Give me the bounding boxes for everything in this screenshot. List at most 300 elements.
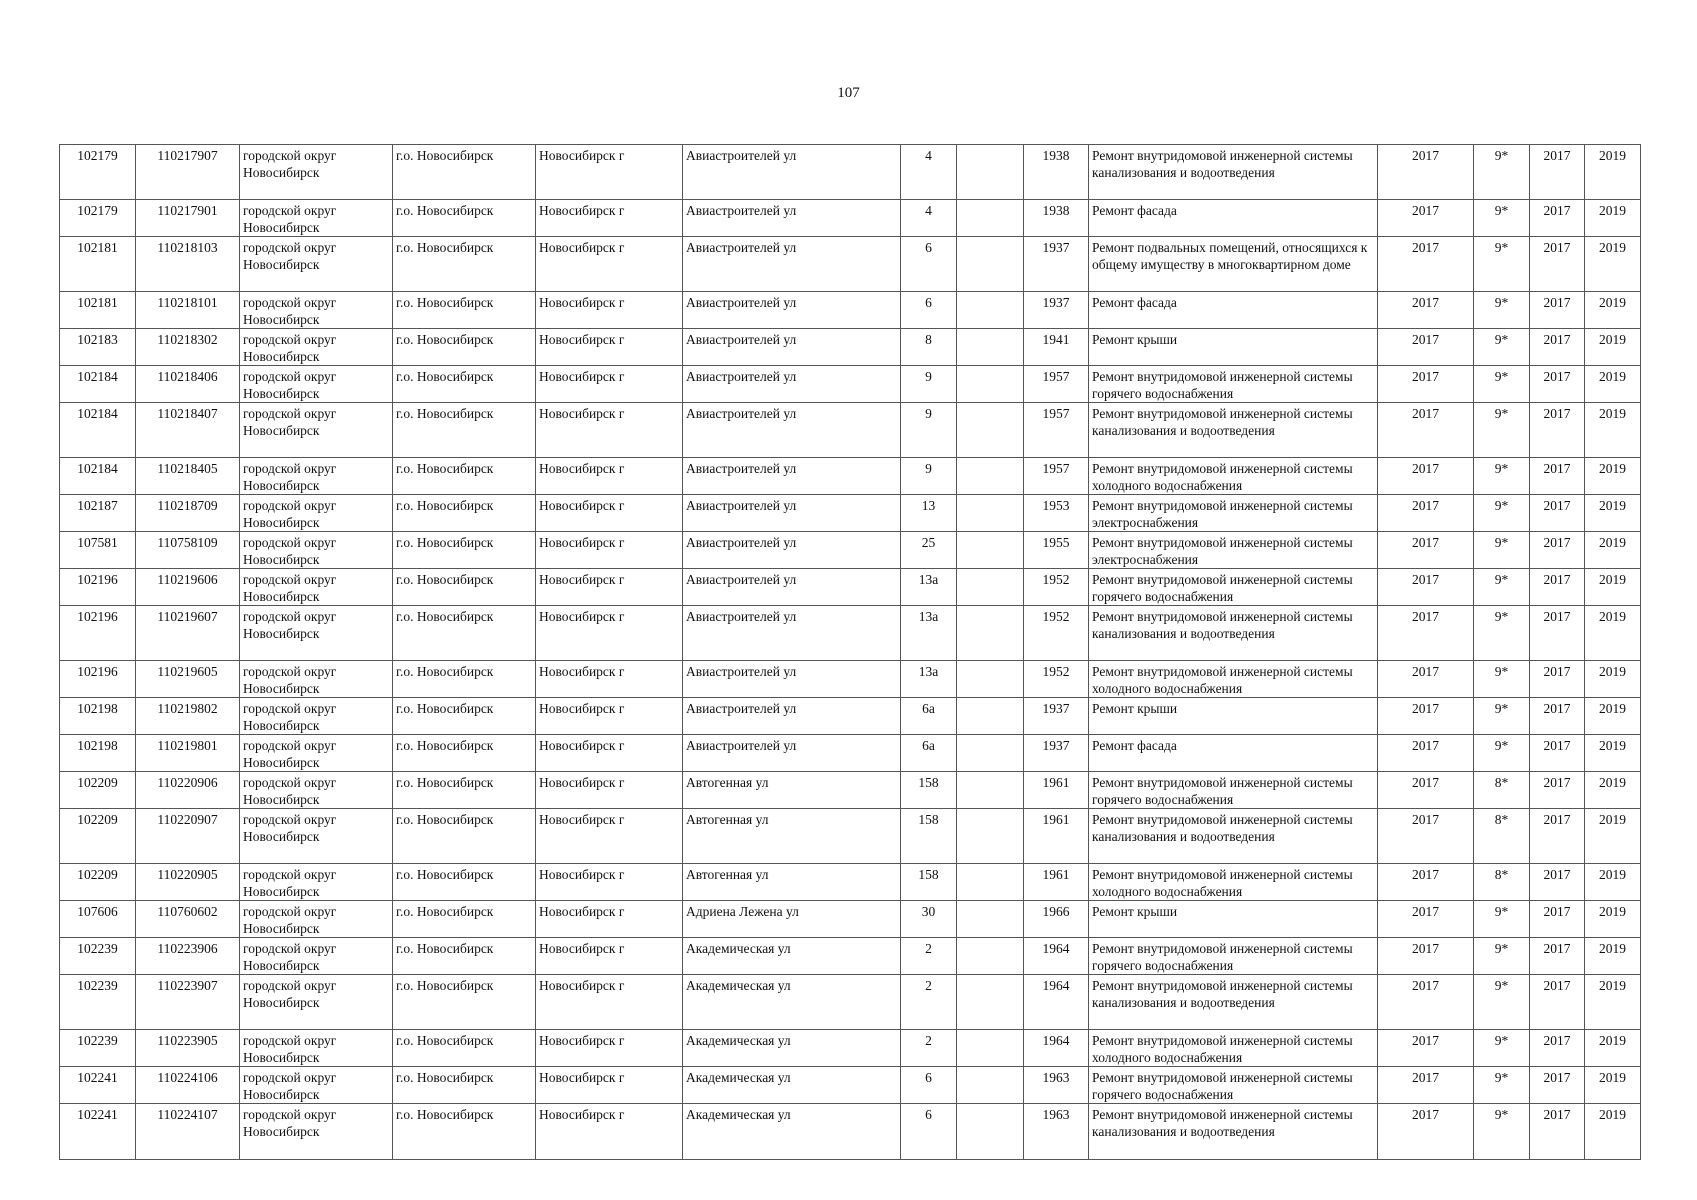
cell-street: Авиастроителей ул xyxy=(683,329,901,366)
cell-end-year: 2019 xyxy=(1585,606,1641,661)
cell-work-type: Ремонт крыши xyxy=(1089,901,1378,938)
cell-house-number: 13а xyxy=(901,661,957,698)
cell-street: Академическая ул xyxy=(683,975,901,1030)
cell-district: городской округ Новосибирск xyxy=(240,735,393,772)
cell-start-year: 2017 xyxy=(1530,237,1585,292)
cell-district: городской округ Новосибирск xyxy=(240,864,393,901)
cell-district: городской округ Новосибирск xyxy=(240,698,393,735)
cell-floors: 9* xyxy=(1474,292,1530,329)
cell-year-built: 1966 xyxy=(1024,901,1089,938)
cell-city: Новосибирск г xyxy=(536,200,683,237)
cell-end-year: 2019 xyxy=(1585,698,1641,735)
cell-building xyxy=(957,735,1024,772)
cell-house-number: 30 xyxy=(901,901,957,938)
cell-start-year: 2017 xyxy=(1530,145,1585,200)
cell-floors: 8* xyxy=(1474,864,1530,901)
cell-floors: 9* xyxy=(1474,735,1530,772)
cell-street: Автогенная ул xyxy=(683,772,901,809)
cell-city: Новосибирск г xyxy=(536,145,683,200)
cell-building xyxy=(957,292,1024,329)
cell-street: Авиастроителей ул xyxy=(683,403,901,458)
cell-house-number: 6 xyxy=(901,1104,957,1160)
cell-work-type: Ремонт внутридомовой инженерной системы канализования и водоотведения xyxy=(1089,403,1378,458)
cell-municipality: г.о. Новосибирск xyxy=(393,292,536,329)
cell-plan-year: 2017 xyxy=(1378,975,1474,1030)
cell-start-year: 2017 xyxy=(1530,735,1585,772)
cell-street: Авиастроителей ул xyxy=(683,735,901,772)
cell-year-built: 1961 xyxy=(1024,864,1089,901)
cell-work-code: 110219802 xyxy=(136,698,240,735)
cell-floors: 9* xyxy=(1474,532,1530,569)
cell-floors: 9* xyxy=(1474,1104,1530,1160)
cell-work-type: Ремонт подвальных помещений, относящихся к общему имуществу в многоквартирном доме xyxy=(1089,237,1378,292)
cell-plan-year: 2017 xyxy=(1378,366,1474,403)
cell-house-number: 13а xyxy=(901,606,957,661)
cell-city: Новосибирск г xyxy=(536,698,683,735)
cell-year-built: 1961 xyxy=(1024,772,1089,809)
cell-floors: 9* xyxy=(1474,938,1530,975)
cell-house-number: 13а xyxy=(901,569,957,606)
cell-house-id: 102183 xyxy=(60,329,136,366)
cell-house-number: 6 xyxy=(901,292,957,329)
cell-municipality: г.о. Новосибирск xyxy=(393,495,536,532)
cell-floors: 9* xyxy=(1474,200,1530,237)
cell-plan-year: 2017 xyxy=(1378,864,1474,901)
cell-city: Новосибирск г xyxy=(536,237,683,292)
table-row xyxy=(60,1030,1641,1067)
cell-floors: 9* xyxy=(1474,661,1530,698)
cell-district: городской округ Новосибирск xyxy=(240,237,393,292)
cell-house-id: 102241 xyxy=(60,1067,136,1104)
cell-start-year: 2017 xyxy=(1530,569,1585,606)
cell-end-year: 2019 xyxy=(1585,569,1641,606)
cell-house-id: 102198 xyxy=(60,735,136,772)
cell-year-built: 1937 xyxy=(1024,698,1089,735)
cell-plan-year: 2017 xyxy=(1378,606,1474,661)
cell-building xyxy=(957,1067,1024,1104)
cell-work-code: 110219605 xyxy=(136,661,240,698)
cell-end-year: 2019 xyxy=(1585,1030,1641,1067)
cell-work-type: Ремонт крыши xyxy=(1089,698,1378,735)
cell-start-year: 2017 xyxy=(1530,606,1585,661)
cell-work-type: Ремонт внутридомовой инженерной системы холодного водоснабжения xyxy=(1089,458,1378,495)
table-row xyxy=(60,938,1641,975)
cell-end-year: 2019 xyxy=(1585,1067,1641,1104)
cell-city: Новосибирск г xyxy=(536,1067,683,1104)
cell-year-built: 1952 xyxy=(1024,606,1089,661)
cell-street: Академическая ул xyxy=(683,1030,901,1067)
repair-register-table xyxy=(59,144,1641,1160)
cell-house-id: 107581 xyxy=(60,532,136,569)
cell-house-id: 102181 xyxy=(60,292,136,329)
cell-start-year: 2017 xyxy=(1530,975,1585,1030)
cell-municipality: г.о. Новосибирск xyxy=(393,698,536,735)
cell-city: Новосибирск г xyxy=(536,1030,683,1067)
cell-house-number: 4 xyxy=(901,200,957,237)
table-row xyxy=(60,569,1641,606)
cell-street: Авиастроителей ул xyxy=(683,237,901,292)
cell-end-year: 2019 xyxy=(1585,237,1641,292)
cell-floors: 9* xyxy=(1474,569,1530,606)
cell-city: Новосибирск г xyxy=(536,735,683,772)
cell-plan-year: 2017 xyxy=(1378,145,1474,200)
table-row xyxy=(60,495,1641,532)
cell-end-year: 2019 xyxy=(1585,772,1641,809)
cell-city: Новосибирск г xyxy=(536,403,683,458)
cell-district: городской округ Новосибирск xyxy=(240,901,393,938)
cell-municipality: г.о. Новосибирск xyxy=(393,403,536,458)
cell-start-year: 2017 xyxy=(1530,809,1585,864)
table-row xyxy=(60,1067,1641,1104)
cell-house-id: 102184 xyxy=(60,403,136,458)
cell-work-type: Ремонт внутридомовой инженерной системы горячего водоснабжения xyxy=(1089,938,1378,975)
cell-district: городской округ Новосибирск xyxy=(240,569,393,606)
cell-work-code: 110217907 xyxy=(136,145,240,200)
cell-work-type: Ремонт внутридомовой инженерной системы горячего водоснабжения xyxy=(1089,1067,1378,1104)
cell-municipality: г.о. Новосибирск xyxy=(393,1104,536,1160)
cell-work-code: 110218103 xyxy=(136,237,240,292)
cell-start-year: 2017 xyxy=(1530,403,1585,458)
cell-district: городской округ Новосибирск xyxy=(240,1030,393,1067)
cell-street: Авиастроителей ул xyxy=(683,145,901,200)
cell-floors: 9* xyxy=(1474,237,1530,292)
cell-street: Академическая ул xyxy=(683,1104,901,1160)
table-row xyxy=(60,809,1641,864)
cell-work-code: 110217901 xyxy=(136,200,240,237)
cell-work-type: Ремонт внутридомовой инженерной системы горячего водоснабжения xyxy=(1089,366,1378,403)
cell-house-id: 102184 xyxy=(60,366,136,403)
cell-plan-year: 2017 xyxy=(1378,532,1474,569)
cell-start-year: 2017 xyxy=(1530,458,1585,495)
cell-street: Авиастроителей ул xyxy=(683,495,901,532)
cell-floors: 9* xyxy=(1474,403,1530,458)
cell-house-id: 102239 xyxy=(60,1030,136,1067)
cell-house-id: 102196 xyxy=(60,606,136,661)
cell-floors: 9* xyxy=(1474,495,1530,532)
cell-start-year: 2017 xyxy=(1530,200,1585,237)
cell-work-code: 110219801 xyxy=(136,735,240,772)
cell-year-built: 1952 xyxy=(1024,569,1089,606)
cell-district: городской округ Новосибирск xyxy=(240,366,393,403)
cell-building xyxy=(957,698,1024,735)
cell-start-year: 2017 xyxy=(1530,864,1585,901)
cell-plan-year: 2017 xyxy=(1378,292,1474,329)
table-row xyxy=(60,698,1641,735)
register-body xyxy=(60,145,1641,1160)
cell-end-year: 2019 xyxy=(1585,145,1641,200)
cell-plan-year: 2017 xyxy=(1378,1104,1474,1160)
cell-floors: 9* xyxy=(1474,1067,1530,1104)
cell-work-code: 110220905 xyxy=(136,864,240,901)
cell-building xyxy=(957,458,1024,495)
cell-work-code: 110218405 xyxy=(136,458,240,495)
page-number: 107 xyxy=(837,85,860,101)
cell-work-code: 110223906 xyxy=(136,938,240,975)
cell-plan-year: 2017 xyxy=(1378,772,1474,809)
cell-house-id: 102187 xyxy=(60,495,136,532)
cell-municipality: г.о. Новосибирск xyxy=(393,200,536,237)
cell-work-code: 110224106 xyxy=(136,1067,240,1104)
cell-municipality: г.о. Новосибирск xyxy=(393,1067,536,1104)
cell-end-year: 2019 xyxy=(1585,661,1641,698)
cell-house-id: 107606 xyxy=(60,901,136,938)
cell-street: Автогенная ул xyxy=(683,864,901,901)
cell-end-year: 2019 xyxy=(1585,938,1641,975)
cell-street: Авиастроителей ул xyxy=(683,569,901,606)
cell-house-id: 102209 xyxy=(60,772,136,809)
cell-house-id: 102239 xyxy=(60,975,136,1030)
cell-plan-year: 2017 xyxy=(1378,495,1474,532)
cell-municipality: г.о. Новосибирск xyxy=(393,1030,536,1067)
table-row xyxy=(60,237,1641,292)
cell-municipality: г.о. Новосибирск xyxy=(393,145,536,200)
cell-work-type: Ремонт внутридомовой инженерной системы канализования и водоотведения xyxy=(1089,809,1378,864)
cell-work-type: Ремонт внутридомовой инженерной системы электроснабжения xyxy=(1089,532,1378,569)
cell-year-built: 1955 xyxy=(1024,532,1089,569)
cell-floors: 9* xyxy=(1474,901,1530,938)
table-row xyxy=(60,864,1641,901)
cell-municipality: г.о. Новосибирск xyxy=(393,606,536,661)
cell-start-year: 2017 xyxy=(1530,1067,1585,1104)
cell-district: городской округ Новосибирск xyxy=(240,458,393,495)
cell-start-year: 2017 xyxy=(1530,495,1585,532)
cell-street: Академическая ул xyxy=(683,938,901,975)
cell-street: Авиастроителей ул xyxy=(683,366,901,403)
cell-municipality: г.о. Новосибирск xyxy=(393,809,536,864)
cell-end-year: 2019 xyxy=(1585,200,1641,237)
cell-work-type: Ремонт фасада xyxy=(1089,735,1378,772)
table-row xyxy=(60,366,1641,403)
cell-street: Академическая ул xyxy=(683,1067,901,1104)
cell-start-year: 2017 xyxy=(1530,366,1585,403)
cell-house-id: 102209 xyxy=(60,864,136,901)
cell-building xyxy=(957,366,1024,403)
cell-plan-year: 2017 xyxy=(1378,809,1474,864)
cell-district: городской округ Новосибирск xyxy=(240,661,393,698)
cell-house-id: 102179 xyxy=(60,145,136,200)
cell-house-id: 102198 xyxy=(60,698,136,735)
cell-building xyxy=(957,809,1024,864)
cell-plan-year: 2017 xyxy=(1378,200,1474,237)
cell-plan-year: 2017 xyxy=(1378,735,1474,772)
cell-plan-year: 2017 xyxy=(1378,237,1474,292)
cell-house-id: 102196 xyxy=(60,661,136,698)
cell-plan-year: 2017 xyxy=(1378,938,1474,975)
cell-work-code: 110224107 xyxy=(136,1104,240,1160)
cell-building xyxy=(957,329,1024,366)
cell-work-code: 110218709 xyxy=(136,495,240,532)
cell-district: городской округ Новосибирск xyxy=(240,606,393,661)
cell-city: Новосибирск г xyxy=(536,772,683,809)
cell-street: Авиастроителей ул xyxy=(683,661,901,698)
cell-municipality: г.о. Новосибирск xyxy=(393,458,536,495)
cell-house-number: 6а xyxy=(901,698,957,735)
cell-municipality: г.о. Новосибирск xyxy=(393,901,536,938)
cell-year-built: 1937 xyxy=(1024,237,1089,292)
cell-building xyxy=(957,606,1024,661)
cell-work-type: Ремонт внутридомовой инженерной системы холодного водоснабжения xyxy=(1089,1030,1378,1067)
cell-work-code: 110758109 xyxy=(136,532,240,569)
cell-floors: 8* xyxy=(1474,809,1530,864)
cell-building xyxy=(957,495,1024,532)
cell-district: городской округ Новосибирск xyxy=(240,1067,393,1104)
cell-municipality: г.о. Новосибирск xyxy=(393,938,536,975)
cell-floors: 9* xyxy=(1474,606,1530,661)
table-row xyxy=(60,901,1641,938)
cell-city: Новосибирск г xyxy=(536,569,683,606)
cell-building xyxy=(957,864,1024,901)
cell-house-id: 102179 xyxy=(60,200,136,237)
cell-work-code: 110220906 xyxy=(136,772,240,809)
cell-municipality: г.о. Новосибирск xyxy=(393,864,536,901)
cell-house-id: 102239 xyxy=(60,938,136,975)
table-row xyxy=(60,292,1641,329)
table-row xyxy=(60,403,1641,458)
cell-building xyxy=(957,1030,1024,1067)
cell-work-code: 110218101 xyxy=(136,292,240,329)
cell-floors: 9* xyxy=(1474,975,1530,1030)
cell-district: городской округ Новосибирск xyxy=(240,145,393,200)
cell-year-built: 1937 xyxy=(1024,735,1089,772)
cell-street: Авиастроителей ул xyxy=(683,458,901,495)
cell-city: Новосибирск г xyxy=(536,292,683,329)
cell-building xyxy=(957,237,1024,292)
cell-work-type: Ремонт внутридомовой инженерной системы горячего водоснабжения xyxy=(1089,569,1378,606)
cell-plan-year: 2017 xyxy=(1378,1067,1474,1104)
cell-year-built: 1937 xyxy=(1024,292,1089,329)
cell-end-year: 2019 xyxy=(1585,329,1641,366)
cell-work-code: 110218406 xyxy=(136,366,240,403)
cell-plan-year: 2017 xyxy=(1378,698,1474,735)
cell-municipality: г.о. Новосибирск xyxy=(393,237,536,292)
cell-house-number: 158 xyxy=(901,809,957,864)
cell-building xyxy=(957,975,1024,1030)
table-row xyxy=(60,772,1641,809)
cell-municipality: г.о. Новосибирск xyxy=(393,735,536,772)
cell-work-code: 110218407 xyxy=(136,403,240,458)
cell-end-year: 2019 xyxy=(1585,366,1641,403)
cell-city: Новосибирск г xyxy=(536,1104,683,1160)
cell-start-year: 2017 xyxy=(1530,292,1585,329)
cell-house-id: 102181 xyxy=(60,237,136,292)
cell-building xyxy=(957,532,1024,569)
table-row xyxy=(60,606,1641,661)
cell-plan-year: 2017 xyxy=(1378,569,1474,606)
cell-work-type: Ремонт внутридомовой инженерной системы электроснабжения xyxy=(1089,495,1378,532)
cell-district: городской округ Новосибирск xyxy=(240,772,393,809)
cell-work-code: 110223907 xyxy=(136,975,240,1030)
cell-end-year: 2019 xyxy=(1585,1104,1641,1160)
table-row xyxy=(60,200,1641,237)
table-row xyxy=(60,975,1641,1030)
cell-year-built: 1961 xyxy=(1024,809,1089,864)
cell-city: Новосибирск г xyxy=(536,329,683,366)
cell-house-number: 4 xyxy=(901,145,957,200)
cell-end-year: 2019 xyxy=(1585,809,1641,864)
cell-plan-year: 2017 xyxy=(1378,458,1474,495)
cell-end-year: 2019 xyxy=(1585,735,1641,772)
cell-building xyxy=(957,1104,1024,1160)
cell-year-built: 1964 xyxy=(1024,938,1089,975)
cell-floors: 9* xyxy=(1474,1030,1530,1067)
cell-building xyxy=(957,938,1024,975)
cell-work-type: Ремонт внутридомовой инженерной системы холодного водоснабжения xyxy=(1089,864,1378,901)
cell-municipality: г.о. Новосибирск xyxy=(393,772,536,809)
cell-street: Авиастроителей ул xyxy=(683,292,901,329)
cell-house-number: 6а xyxy=(901,735,957,772)
cell-work-type: Ремонт внутридомовой инженерной системы канализования и водоотведения xyxy=(1089,975,1378,1030)
cell-floors: 9* xyxy=(1474,145,1530,200)
cell-work-type: Ремонт фасада xyxy=(1089,292,1378,329)
cell-work-type: Ремонт внутридомовой инженерной системы горячего водоснабжения xyxy=(1089,772,1378,809)
cell-end-year: 2019 xyxy=(1585,403,1641,458)
cell-house-id: 102196 xyxy=(60,569,136,606)
cell-plan-year: 2017 xyxy=(1378,403,1474,458)
cell-house-id: 102184 xyxy=(60,458,136,495)
cell-end-year: 2019 xyxy=(1585,975,1641,1030)
cell-year-built: 1957 xyxy=(1024,458,1089,495)
cell-city: Новосибирск г xyxy=(536,661,683,698)
cell-year-built: 1963 xyxy=(1024,1104,1089,1160)
cell-building xyxy=(957,772,1024,809)
cell-end-year: 2019 xyxy=(1585,901,1641,938)
cell-building xyxy=(957,661,1024,698)
cell-street: Авиастроителей ул xyxy=(683,606,901,661)
cell-work-code: 110223905 xyxy=(136,1030,240,1067)
cell-city: Новосибирск г xyxy=(536,532,683,569)
cell-house-number: 9 xyxy=(901,403,957,458)
cell-end-year: 2019 xyxy=(1585,532,1641,569)
cell-year-built: 1938 xyxy=(1024,145,1089,200)
cell-street: Авиастроителей ул xyxy=(683,200,901,237)
cell-start-year: 2017 xyxy=(1530,329,1585,366)
cell-house-number: 9 xyxy=(901,458,957,495)
cell-floors: 9* xyxy=(1474,458,1530,495)
cell-building xyxy=(957,200,1024,237)
cell-start-year: 2017 xyxy=(1530,938,1585,975)
cell-work-code: 110219607 xyxy=(136,606,240,661)
cell-start-year: 2017 xyxy=(1530,901,1585,938)
cell-end-year: 2019 xyxy=(1585,458,1641,495)
table-row xyxy=(60,458,1641,495)
cell-district: городской округ Новосибирск xyxy=(240,938,393,975)
cell-work-type: Ремонт внутридомовой инженерной системы канализования и водоотведения xyxy=(1089,606,1378,661)
cell-district: городской округ Новосибирск xyxy=(240,495,393,532)
cell-house-number: 8 xyxy=(901,329,957,366)
cell-year-built: 1963 xyxy=(1024,1067,1089,1104)
cell-work-type: Ремонт крыши xyxy=(1089,329,1378,366)
table-row xyxy=(60,145,1641,200)
cell-year-built: 1957 xyxy=(1024,366,1089,403)
cell-house-number: 9 xyxy=(901,366,957,403)
cell-city: Новосибирск г xyxy=(536,975,683,1030)
cell-start-year: 2017 xyxy=(1530,532,1585,569)
cell-house-number: 6 xyxy=(901,1067,957,1104)
cell-end-year: 2019 xyxy=(1585,292,1641,329)
cell-building xyxy=(957,901,1024,938)
cell-house-number: 158 xyxy=(901,772,957,809)
cell-street: Авиастроителей ул xyxy=(683,698,901,735)
cell-street: Адриена Лежена ул xyxy=(683,901,901,938)
cell-house-number: 2 xyxy=(901,938,957,975)
cell-district: городской округ Новосибирск xyxy=(240,1104,393,1160)
cell-city: Новосибирск г xyxy=(536,901,683,938)
cell-plan-year: 2017 xyxy=(1378,329,1474,366)
cell-start-year: 2017 xyxy=(1530,698,1585,735)
cell-street: Автогенная ул xyxy=(683,809,901,864)
cell-district: городской округ Новосибирск xyxy=(240,292,393,329)
cell-municipality: г.о. Новосибирск xyxy=(393,661,536,698)
